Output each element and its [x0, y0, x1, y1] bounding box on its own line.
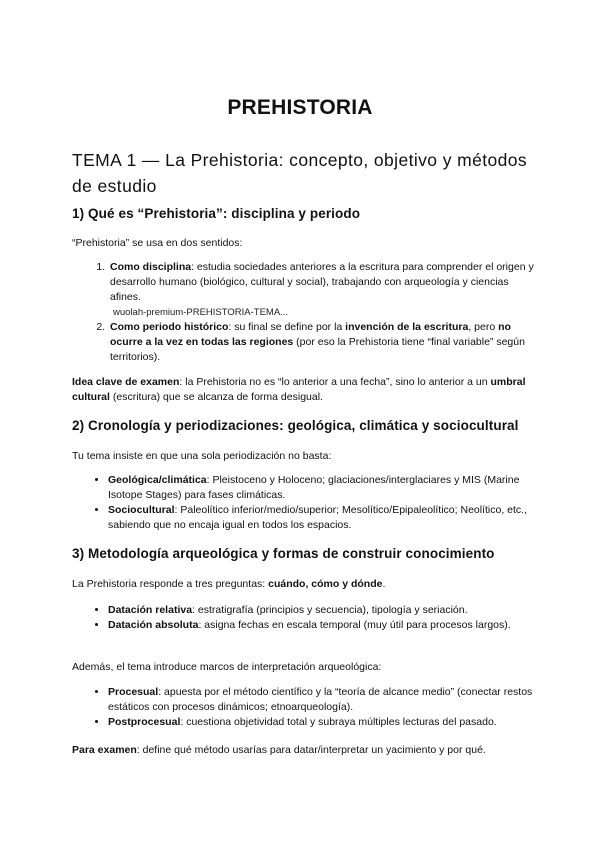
- list-item: • Datación relativa: estratigrafía (principios y secuencia), tipología y seriación.: [108, 603, 540, 618]
- section-2: [72, 418, 540, 433]
- section-2-heading: 2) Cronología y periodizaciones: geológica, climática y sociocultural: [72, 418, 519, 433]
- list-item: 1. Como disciplina: estudia sociedades anteriores a la escritura para comprender el origen y desarrollo humano (biológico, cultural y social), trabajando con arqueología y ciencias afines. wuolah-premium-PREHISTORIA-TEMA...: [108, 260, 540, 320]
- section-1: [72, 206, 540, 221]
- section-3-list-b: [72, 685, 540, 730]
- section-3-list-b-wrap: [72, 685, 540, 730]
- section-1-list-wrap: [72, 260, 540, 365]
- document-title: PREHISTORIA: [227, 96, 373, 119]
- list-item: • Postprocesual: cuestiona objetividad total y subraya múltiples lecturas del pasado.: [108, 715, 540, 730]
- list-item: • Procesual: apuesta por el método científico y la “teoría de alcance medio” (conectar restos estáticos con procesos dinámicos; etnoarqueología).: [108, 685, 540, 715]
- list-item: 2. Como periodo histórico: su final se define por la invención de la escritura, pero no ocurre a la vez en todas las regiones (por eso la Prehistoria tiene “final variable” según territorios).: [108, 320, 540, 365]
- section-3-list-a-wrap: [72, 603, 540, 633]
- section-3-heading: 3) Metodología arqueológica y formas de construir conocimiento: [72, 546, 495, 561]
- exam-note-paragraph: Para examen: define qué método usarías para datar/interpretar un yacimiento y por qué.: [72, 744, 486, 756]
- section-3-intro-2: Además, el tema introduce marcos de interpretación arqueológica:: [72, 661, 382, 673]
- list-item: • Datación absoluta: asigna fechas en escala temporal (muy útil para procesos largos).: [108, 618, 540, 633]
- section-1-intro: “Prehistoria” se usa en dos sentidos:: [72, 237, 243, 249]
- list-item: • Sociocultural: Paleolítico inferior/medio/superior; Mesolítico/Epipaleolítico; Neolítico, etc., sabiendo que no encaja igual en todos los espacios.: [108, 503, 540, 533]
- exam-note: [72, 743, 540, 758]
- list-item: • Geológica/climática: Pleistoceno y Holoceno; glaciaciones/interglaciares y MIS (Marine Isotope Stages) para fases climáticas.: [108, 473, 540, 503]
- section-2-body: [72, 449, 540, 464]
- section-2-list: [72, 473, 540, 533]
- key-idea-paragraph: Idea clave de examen: la Prehistoria no es “lo anterior a una fecha”, sino lo anterior a un umbral cultural (escritura) que se alcanza de forma desigual.: [72, 376, 526, 403]
- section-1-list: [72, 260, 540, 365]
- section-2-list-wrap: [72, 473, 540, 533]
- section-3: [72, 546, 540, 561]
- topic-title: TEMA 1 — La Prehistoria: concepto, objetivo y métodos de estudio: [72, 150, 528, 196]
- section-3-intro: La Prehistoria responde a tres preguntas: cuándo, cómo y dónde.: [72, 578, 386, 590]
- key-idea: [72, 375, 540, 405]
- section-1-body: [72, 236, 540, 251]
- section-1-heading: 1) Qué es “Prehistoria”: disciplina y periodo: [72, 206, 361, 221]
- section-3-body-2: [72, 660, 540, 675]
- section-2-intro: Tu tema insiste en que una sola periodización no basta:: [72, 450, 332, 462]
- watermark-text: wuolah-premium-PREHISTORIA-TEMA...: [113, 307, 289, 318]
- section-3-list-a: [72, 603, 540, 633]
- section-3-body: [72, 577, 540, 592]
